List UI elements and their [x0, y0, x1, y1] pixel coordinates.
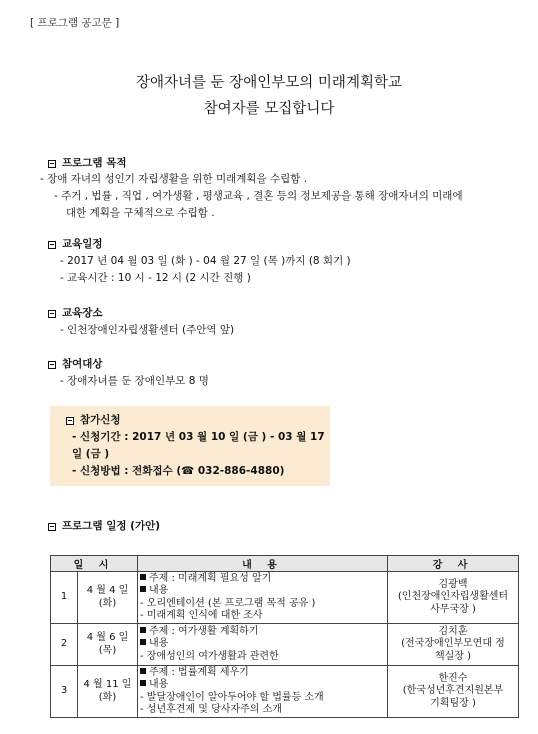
row-number: 1	[51, 572, 78, 624]
apply-method: - 신청방법 : 전화접수 (☎ 032-886-4880)	[72, 465, 285, 477]
target-heading: 참여대상	[48, 356, 518, 373]
title-line-1: 장애자녀를 둔 장애인부모의 미래계획학교	[136, 75, 402, 91]
section-target	[48, 356, 518, 390]
row-teacher: 김광백 (인천장애인자립생활센터 사무국장 )	[388, 572, 519, 624]
table-row	[51, 572, 519, 624]
row-content: 주제 : 여가생활 계획하기 내용 - 장애성인의 여가생활과 관련한	[138, 624, 388, 666]
row-content: 주제 : 법률계획 세우기 내용 - 발달장애인이 알아두어야 할 법률등 소개 - 성년후견제 및 당사자주의 소개	[138, 666, 388, 718]
row-date: 4 월 11 일 (화)	[78, 666, 138, 718]
apply-period: - 신청기간 : 2017 년 03 월 10 일 (금 ) - 03 월 17 일 (금 )	[72, 431, 325, 460]
square-bullet-icon	[48, 241, 56, 249]
header-teacher: 강 사	[388, 556, 519, 572]
purpose-line: 대한 계획을 구체적으로 수립함 .	[66, 207, 215, 219]
row-date: 4 월 4 일 (화)	[78, 572, 138, 624]
row-number: 3	[51, 666, 78, 718]
square-bullet-icon	[48, 361, 56, 369]
section-schedule	[48, 236, 518, 287]
purpose-line: - 주거 , 법률 , 직업 , 여가생활 , 평생교육 , 결혼 등의 정보제공을 통해 장애자녀의 미래에	[54, 190, 463, 202]
square-bullet-icon	[48, 310, 56, 318]
table-header-row	[51, 556, 519, 572]
square-bullet-icon	[48, 523, 56, 531]
program-heading: 프로그램 일정 (가안)	[48, 518, 518, 535]
bullet-icon	[140, 668, 146, 674]
row-number: 2	[51, 624, 78, 666]
section-program	[48, 518, 518, 535]
document-tag: [ 프로그램 공고문 ]	[30, 17, 120, 29]
bullet-icon	[140, 680, 146, 686]
square-bullet-icon	[66, 417, 74, 425]
target-line: - 장애자녀를 둔 장애인부모 8 명	[60, 375, 209, 387]
bullet-icon	[140, 574, 146, 580]
row-teacher: 김치훈 (전국장애인부모연대 정 책실장 )	[388, 624, 519, 666]
schedule-line: - 2017 년 04 월 03 일 (화 ) - 04 월 27 일 (목 )까지 (8 회기 )	[60, 255, 351, 267]
purpose-heading: 프로그램 목적	[48, 155, 518, 172]
section-apply	[66, 412, 336, 480]
header-datetime: 일 시	[51, 556, 138, 572]
program-schedule-table	[50, 555, 519, 718]
square-bullet-icon	[48, 160, 56, 168]
row-content: 주제 : 미래계획 필요성 알기 내용 - 오리엔테이션 (본 프로그램 목적 공유 ) - 미래계획 인식에 대한 조사	[138, 572, 388, 624]
table-row	[51, 624, 519, 666]
place-heading: 교육장소	[48, 305, 518, 322]
bullet-icon	[140, 627, 146, 633]
apply-heading: 참가신청	[66, 412, 336, 429]
schedule-line: - 교육시간 : 10 시 - 12 시 (2 시간 진행 )	[60, 272, 251, 284]
title-line-2: 참여자를 모집합니다	[203, 101, 335, 117]
purpose-body	[40, 171, 510, 222]
table-row	[51, 666, 519, 718]
row-date: 4 월 6 일 (목)	[78, 624, 138, 666]
section-purpose	[48, 155, 518, 172]
schedule-heading: 교육일정	[48, 236, 518, 253]
bullet-icon	[140, 586, 146, 592]
purpose-line: - 장애 자녀의 성인기 자립생활을 위한 미래계획을 수립함 .	[40, 173, 308, 185]
header-content: 내 용	[138, 556, 388, 572]
row-teacher: 한진수 (한국성년후견지원본부 기획팀장 )	[388, 666, 519, 718]
bullet-icon	[140, 639, 146, 645]
place-line: - 인천장애인자립생활센터 (주안역 앞)	[60, 324, 235, 336]
section-place	[48, 305, 518, 339]
